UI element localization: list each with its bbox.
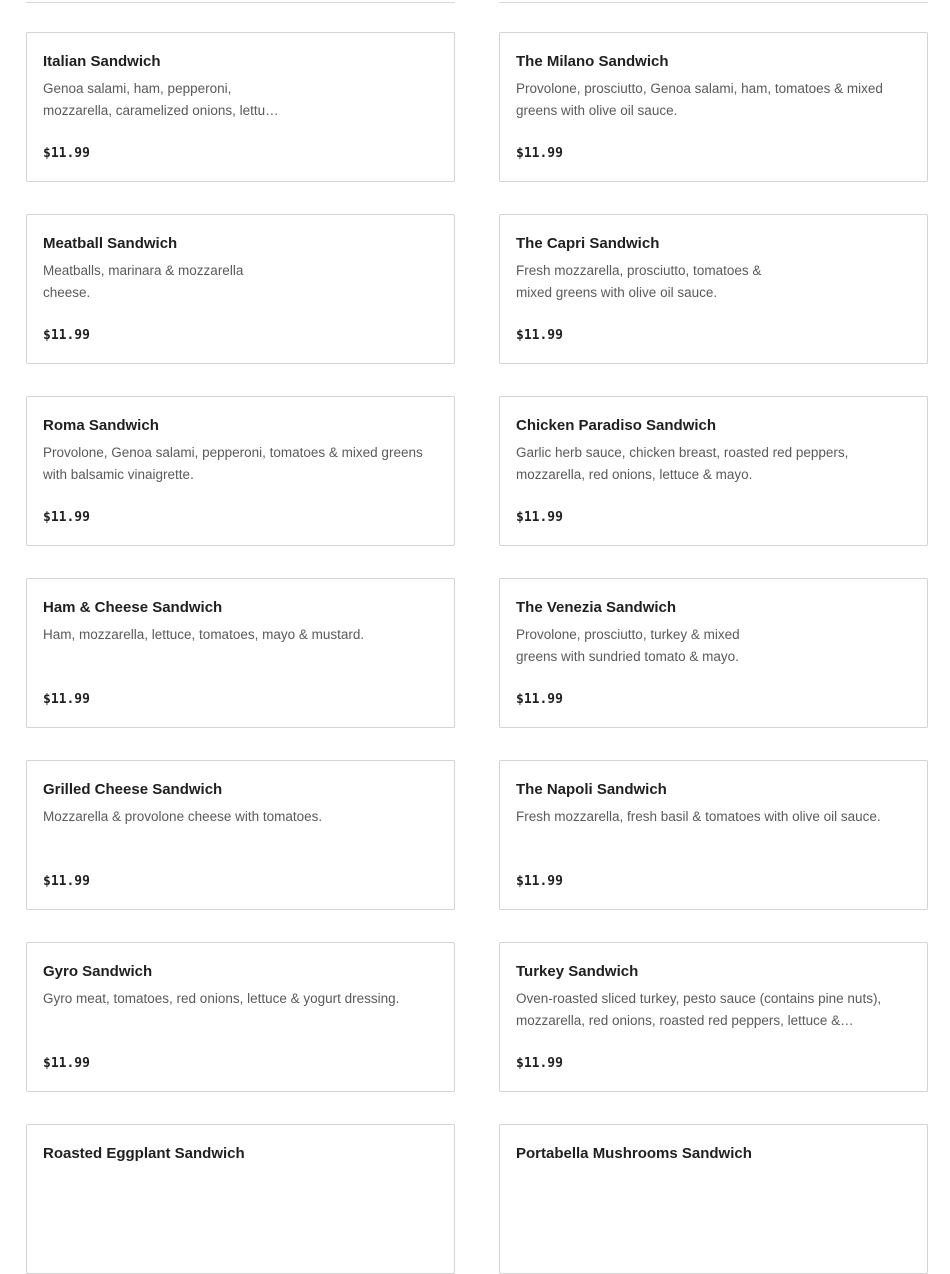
menu-item-description: Mozzarella & provolone cheese with tomatoes.	[43, 809, 323, 824]
previous-card-edge	[499, 0, 928, 3]
menu-item-card[interactable]	[26, 396, 455, 546]
menu-item-price: $11.99	[516, 692, 563, 707]
menu-item-description: Provolone, Genoa salami, pepperoni, tomatoes & mixed greens with balsamic vinaigrette.	[43, 445, 423, 482]
menu-item-description: Fresh mozzarella, prosciutto, tomatoes & mixed greens with olive oil sauce.	[516, 263, 762, 300]
menu-item-name: The Venezia Sandwich	[516, 599, 677, 616]
menu-item-price: $11.99	[43, 1056, 90, 1071]
menu-item-name: Ham & Cheese Sandwich	[43, 599, 223, 616]
menu-item-grid	[26, 32, 928, 1274]
menu-item-description: Provolone, prosciutto, turkey & mixed greens with sundried tomato & mayo.	[516, 627, 740, 664]
menu-item-price: $11.99	[43, 692, 90, 707]
menu-item-card[interactable]	[26, 578, 455, 728]
menu-item-price: $11.99	[516, 510, 563, 525]
menu-item-price: $11.99	[43, 510, 90, 525]
menu-item-card[interactable]	[499, 578, 928, 728]
menu-item-card[interactable]	[499, 760, 928, 910]
menu-item-card[interactable]	[499, 32, 928, 182]
menu-item-price: $11.99	[43, 146, 90, 161]
menu-item-name: Meatball Sandwich	[43, 235, 178, 252]
menu-item-name: Italian Sandwich	[43, 53, 161, 70]
menu-item-description: Oven-roasted sliced turkey, pesto sauce (contains pine nuts), mozzarella, red onions, roasted red peppers, lettuce &…	[516, 991, 882, 1028]
menu-item-card[interactable]	[26, 32, 455, 182]
menu-item-description: Provolone, prosciutto, Genoa salami, ham, tomatoes & mixed greens with olive oil sauce.	[516, 81, 883, 118]
menu-item-name: Portabella Mushrooms Sandwich	[516, 1145, 752, 1162]
menu-item-card[interactable]	[26, 214, 455, 364]
menu-item-description: Ham, mozzarella, lettuce, tomatoes, mayo & mustard.	[43, 627, 365, 642]
menu-item-price: $11.99	[516, 874, 563, 889]
menu-item-card[interactable]	[499, 1124, 928, 1274]
menu-item-description: Meatballs, marinara & mozzarella cheese.	[43, 263, 244, 300]
menu-item-card[interactable]	[499, 214, 928, 364]
menu-item-card[interactable]	[499, 396, 928, 546]
previous-card-edge	[26, 0, 455, 3]
menu-item-card[interactable]	[26, 942, 455, 1092]
menu-item-description: Gyro meat, tomatoes, red onions, lettuce & yogurt dressing.	[43, 991, 400, 1006]
menu-item-name: The Capri Sandwich	[516, 235, 660, 252]
menu-item-name: Roma Sandwich	[43, 417, 159, 434]
menu-item-price: $11.99	[516, 328, 563, 343]
menu-item-name: The Napoli Sandwich	[516, 781, 667, 798]
menu-item-price: $11.99	[43, 874, 90, 889]
menu-item-name: Turkey Sandwich	[516, 963, 639, 980]
menu-item-name: Grilled Cheese Sandwich	[43, 781, 223, 798]
menu-item-card[interactable]	[499, 942, 928, 1092]
menu-item-card[interactable]	[26, 760, 455, 910]
menu-item-name: The Milano Sandwich	[516, 53, 669, 70]
menu-item-name: Gyro Sandwich	[43, 963, 153, 980]
menu-item-description: Garlic herb sauce, chicken breast, roasted red peppers, mozzarella, red onions, lettuce & mayo.	[516, 445, 849, 482]
menu-item-name: Chicken Paradiso Sandwich	[516, 417, 717, 434]
menu-item-card[interactable]	[26, 1124, 455, 1274]
menu-item-name: Roasted Eggplant Sandwich	[43, 1145, 245, 1162]
menu-item-price: $11.99	[516, 1056, 563, 1071]
menu-item-description: Fresh mozzarella, fresh basil & tomatoes with olive oil sauce.	[516, 809, 881, 824]
menu-item-description: Genoa salami, ham, pepperoni, mozzarella, caramelized onions, lettu…	[43, 81, 279, 118]
menu-item-price: $11.99	[43, 328, 90, 343]
menu-item-price: $11.99	[516, 146, 563, 161]
